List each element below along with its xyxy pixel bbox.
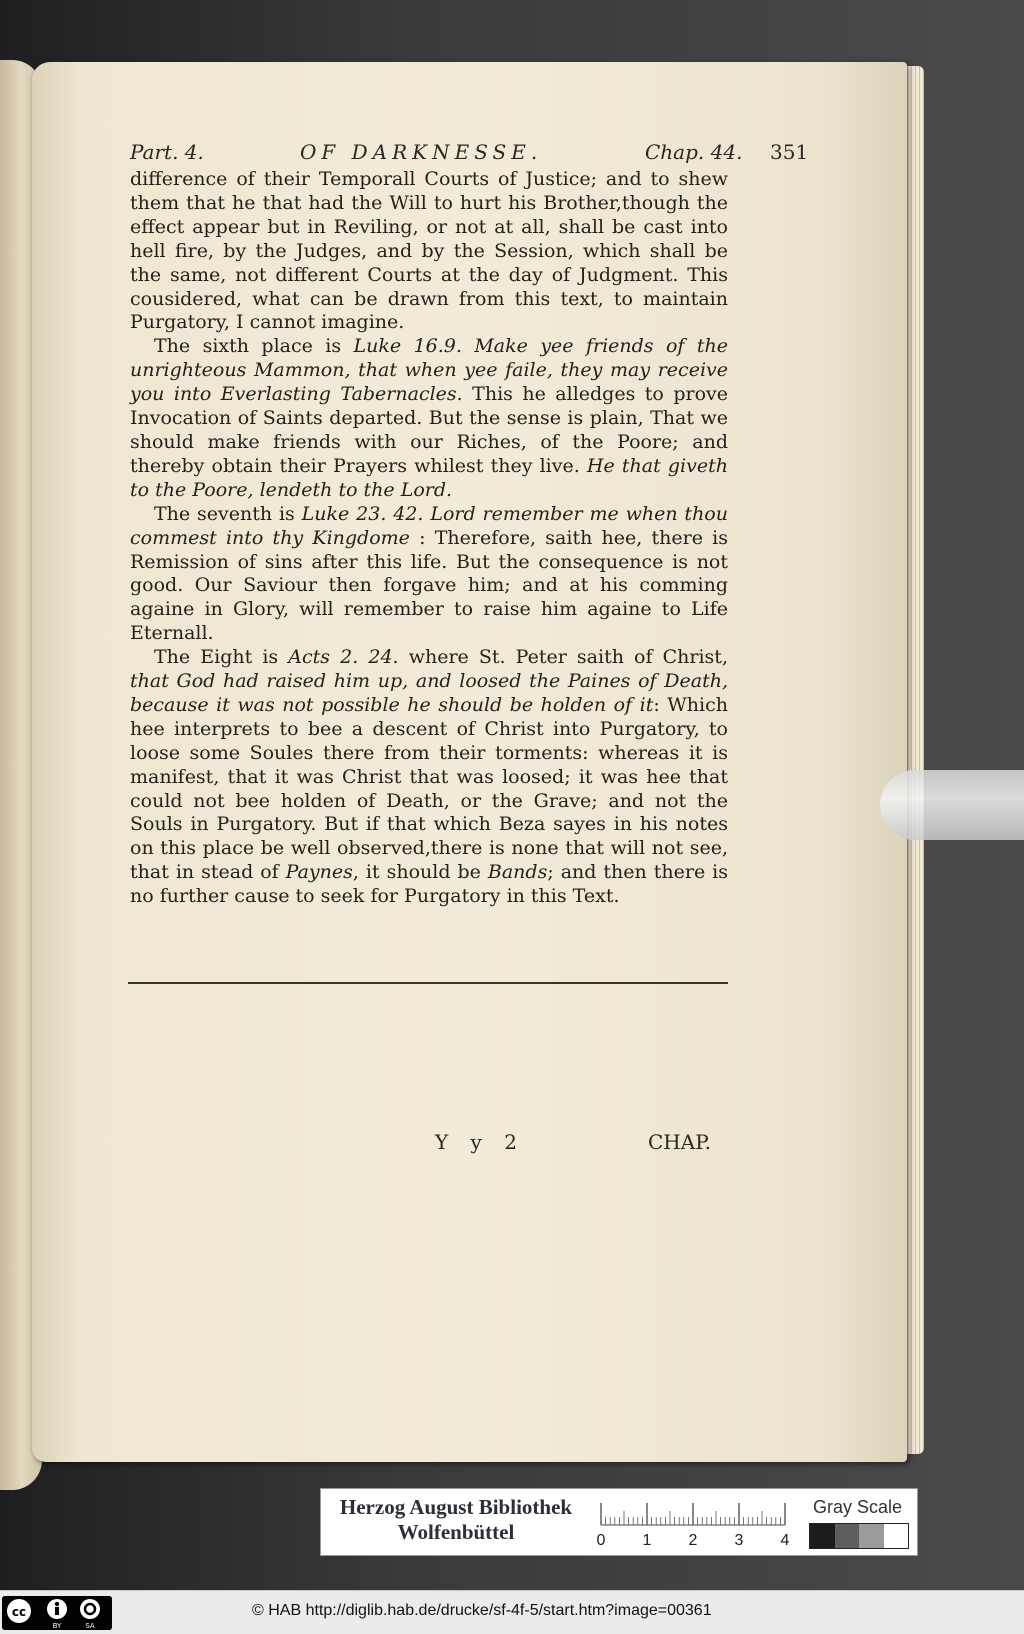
license-label-sa: SA (85, 1622, 95, 1630)
body-text (130, 168, 728, 909)
text-run: difference of their Temporall Courts of Justice; and to shew them that he that had the Will to hurt his Brother,though the effect appear but in Reviling, or not at all, shall be cast into hell fire, by the Judges, and by the Session, which shall be the same, not different Courts at the day of Judgment. This cousidered, what can be drawn from this text, to maintain Purgatory, I cannot imagine. (130, 168, 728, 334)
italic-text: Acts 2. 24. (288, 646, 399, 669)
italic-text: Luke 23. 42. Lord remember me when thou commest into thy Kingdome (130, 502, 728, 549)
ruler-number: 2 (688, 1532, 698, 1549)
library-name (321, 1495, 591, 1545)
gray-swatch (835, 1524, 860, 1548)
ruler-number: 0 (596, 1532, 606, 1549)
library-banner (320, 1488, 918, 1556)
text-run: The sixth place is (154, 335, 354, 358)
ruler-number: 3 (734, 1532, 744, 1549)
signature-mark: Y y 2 (435, 1130, 525, 1154)
horizontal-rule (128, 982, 728, 984)
paragraph (130, 168, 728, 335)
gray-swatch (884, 1524, 909, 1548)
italic-text: Luke 16.9. Make yee friends of the unrighteous Mammon, that when yee faile, they may receive you into Everlasting Tabernacles. (130, 335, 728, 406)
text-run: , it should be (352, 861, 488, 884)
italic-text: that God had raised him up, and loosed the Paines of Death, because it was not possible he should be holden of it (130, 670, 728, 716)
running-head-title: OF DARKNESSE. (300, 140, 543, 164)
source-url[interactable]: © HAB http://diglib.hab.de/drucke/sf-4f-5/start.htm?image=00361 (252, 1602, 712, 1619)
italic-text: He that giveth to the Poore, lendeth to the Lord. (130, 454, 728, 501)
text-run: : Which hee interprets to bee a descent of Christ into Purgatory, to loose some Soules there from their torments: whereas it is manifest, that it was Christ that was loosed; it was hee that could not bee holden of Death, or the Grave; and not the Souls in Purgatory. But if that which Beza sayes in his notes on this place be well observed,there is none that will not see, that in stead of (130, 693, 728, 884)
library-name-line1: Herzog August Bibliothek (339, 1495, 573, 1519)
gray-scale-swatches (809, 1523, 909, 1549)
text-run: The Eight is (154, 646, 289, 669)
paragraph (130, 503, 728, 646)
running-head-part: Part. 4. (130, 140, 204, 164)
cc-license-icon[interactable] (2, 1596, 112, 1630)
svg-text:cc: cc (11, 1605, 27, 1619)
ruler-scale (593, 1497, 793, 1551)
bookmark-ribbon (880, 770, 1024, 840)
gray-swatch (859, 1524, 884, 1548)
ruler-number: 4 (780, 1532, 790, 1549)
license-label-by: BY (52, 1622, 62, 1630)
library-name-line2: Wolfenbüttel (397, 1520, 515, 1544)
text-run: ; and then there is no further cause to seek for Purgatory in this Text. (130, 861, 728, 908)
paragraph (130, 335, 728, 502)
page-number: 351 (770, 140, 809, 164)
paragraph (130, 646, 728, 909)
gray-scale-label: Gray Scale (813, 1497, 903, 1517)
ruler-number: 1 (642, 1532, 652, 1549)
text-run: The seventh is (154, 502, 302, 525)
text-run: : Therefore, saith hee, there is Remission of sins after this life. But the consequence is not good. Our Saviour then forgave him; and at his comming againe in Glory, will remember to raise him againe to Life Eternall. (130, 526, 728, 645)
text-run: This he alledges to prove Invocation of Saints departed. But the sense is plain, That we should make friends with our Riches, of the Poore; and thereby obtain their Prayers whilest they live. (130, 383, 728, 477)
footer-bar (0, 1590, 1024, 1634)
text-run: where St. Peter saith of Christ, (398, 646, 728, 669)
italic-text: Paynes (285, 861, 353, 884)
running-head-chapter: Chap. 44. (645, 140, 743, 164)
catchword: CHAP. (648, 1130, 711, 1154)
gray-swatch (810, 1524, 835, 1548)
italic-text: Bands (487, 861, 548, 884)
